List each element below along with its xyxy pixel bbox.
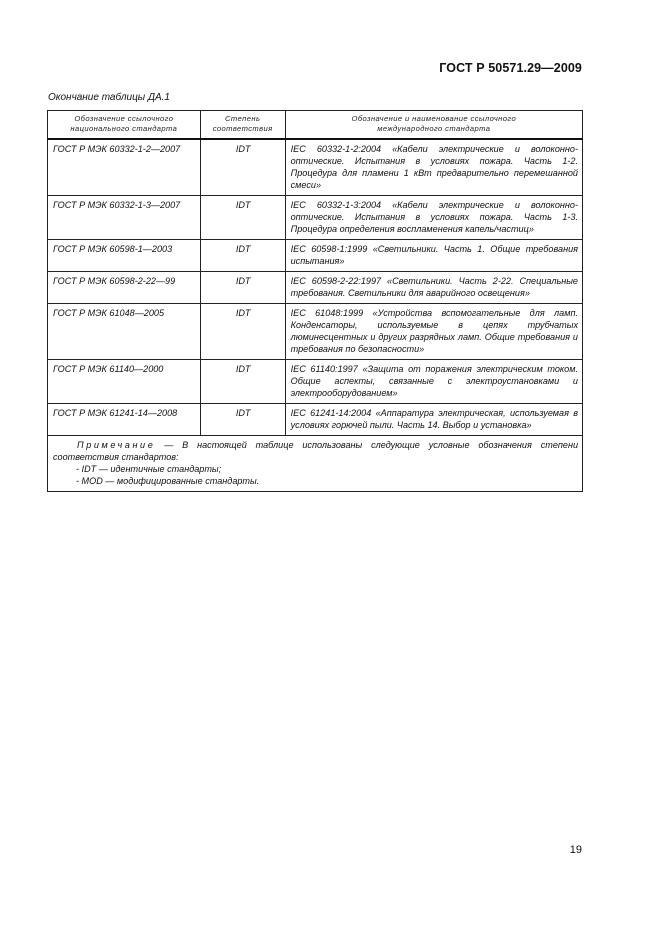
table-row [48, 139, 583, 196]
table-row [48, 360, 583, 404]
column-header-line: Обозначение ссылочного [74, 114, 174, 123]
table-note [48, 436, 583, 492]
national-standard-cell: ГОСТ Р МЭК 60332-1-2—2007 [48, 139, 201, 196]
international-standard-cell: IEC 61140:1997 «Защита от поражения электрическим током. Общие аспекты, связанные с электроустановками и электрооборудованием» [285, 360, 582, 404]
national-standard-cell: ГОСТ Р МЭК 61048—2005 [48, 304, 201, 360]
table-row [48, 240, 583, 272]
column-header-international [285, 111, 582, 140]
national-standard-cell: ГОСТ Р МЭК 60598-1—2003 [48, 240, 201, 272]
table-row [48, 304, 583, 360]
document-code: ГОСТ Р 50571.29—2009 [439, 61, 582, 75]
table-header-row [48, 111, 583, 140]
note-label: Примечание [77, 440, 156, 450]
column-header-line: Степень [224, 114, 261, 123]
note-heading [53, 439, 578, 463]
national-standard-cell: ГОСТ Р МЭК 60598-2-22—99 [48, 272, 201, 304]
page-number: 19 [569, 844, 582, 856]
column-header-degree [200, 111, 285, 140]
table-row [48, 196, 583, 240]
degree-cell: IDT [200, 196, 285, 240]
international-standard-cell: IEC 60332-1-2:2004 «Кабели электрические и волоконно-оптические. Испытания в условиях пожара. Часть 1-2. Процедура для пламени 1 кВт предварительно перемешанной смеси» [285, 139, 582, 196]
degree-cell: IDT [200, 240, 285, 272]
table-row [48, 404, 583, 436]
table-note-row [48, 436, 583, 492]
national-standard-cell: ГОСТ Р МЭК 61140—2000 [48, 360, 201, 404]
column-header-national [48, 111, 201, 140]
degree-cell: IDT [200, 272, 285, 304]
degree-cell: IDT [200, 304, 285, 360]
international-standard-cell: IEC 61048:1999 «Устройства вспомогательные для ламп. Конденсаторы, используемые в цепях трубчатых люминесцентных и других разрядных ламп. Общие требования и требования по безопасности» [285, 304, 582, 360]
note-item-mod: - MOD — модифицированные стандарты. [76, 476, 260, 486]
national-standard-cell: ГОСТ Р МЭК 60332-1-3—2007 [48, 196, 201, 240]
international-standard-cell: IEC 61241-14:2004 «Аппаратура электрическая, используемая в условиях горючей пыли. Часть 14. Выбор и установка» [285, 404, 582, 436]
degree-cell: IDT [200, 360, 285, 404]
note-text: — В настоящей таблице использованы следующие условные обозначения степени соответствия стандартов: [53, 440, 578, 462]
standards-table [47, 110, 583, 492]
column-header-line: соответствия [212, 124, 273, 133]
table-caption: Окончание таблицы ДА.1 [48, 92, 170, 103]
international-standard-cell: IEC 60598-2-22:1997 «Светильники. Часть 2-22. Специальные требования. Светильники для аварийного освещения» [285, 272, 582, 304]
column-header-line: национального стандарта [70, 124, 178, 133]
international-standard-cell: IEC 60332-1-3:2004 «Кабели электрические и волоконно-оптические. Испытания в условиях пожара. Часть 1-3. Процедура определения воспламенения капель/частиц» [285, 196, 582, 240]
column-header-line: международного стандарта [377, 124, 491, 133]
degree-cell: IDT [200, 139, 285, 196]
table-row [48, 272, 583, 304]
column-header-line: Обозначение и наименование ссылочного [351, 114, 517, 123]
note-item-idt: - IDT — идентичные стандарты; [76, 464, 222, 474]
degree-cell: IDT [200, 404, 285, 436]
international-standard-cell: IEC 60598-1:1999 «Светильники. Часть 1. Общие требования испытания» [285, 240, 582, 272]
national-standard-cell: ГОСТ Р МЭК 61241-14—2008 [48, 404, 201, 436]
